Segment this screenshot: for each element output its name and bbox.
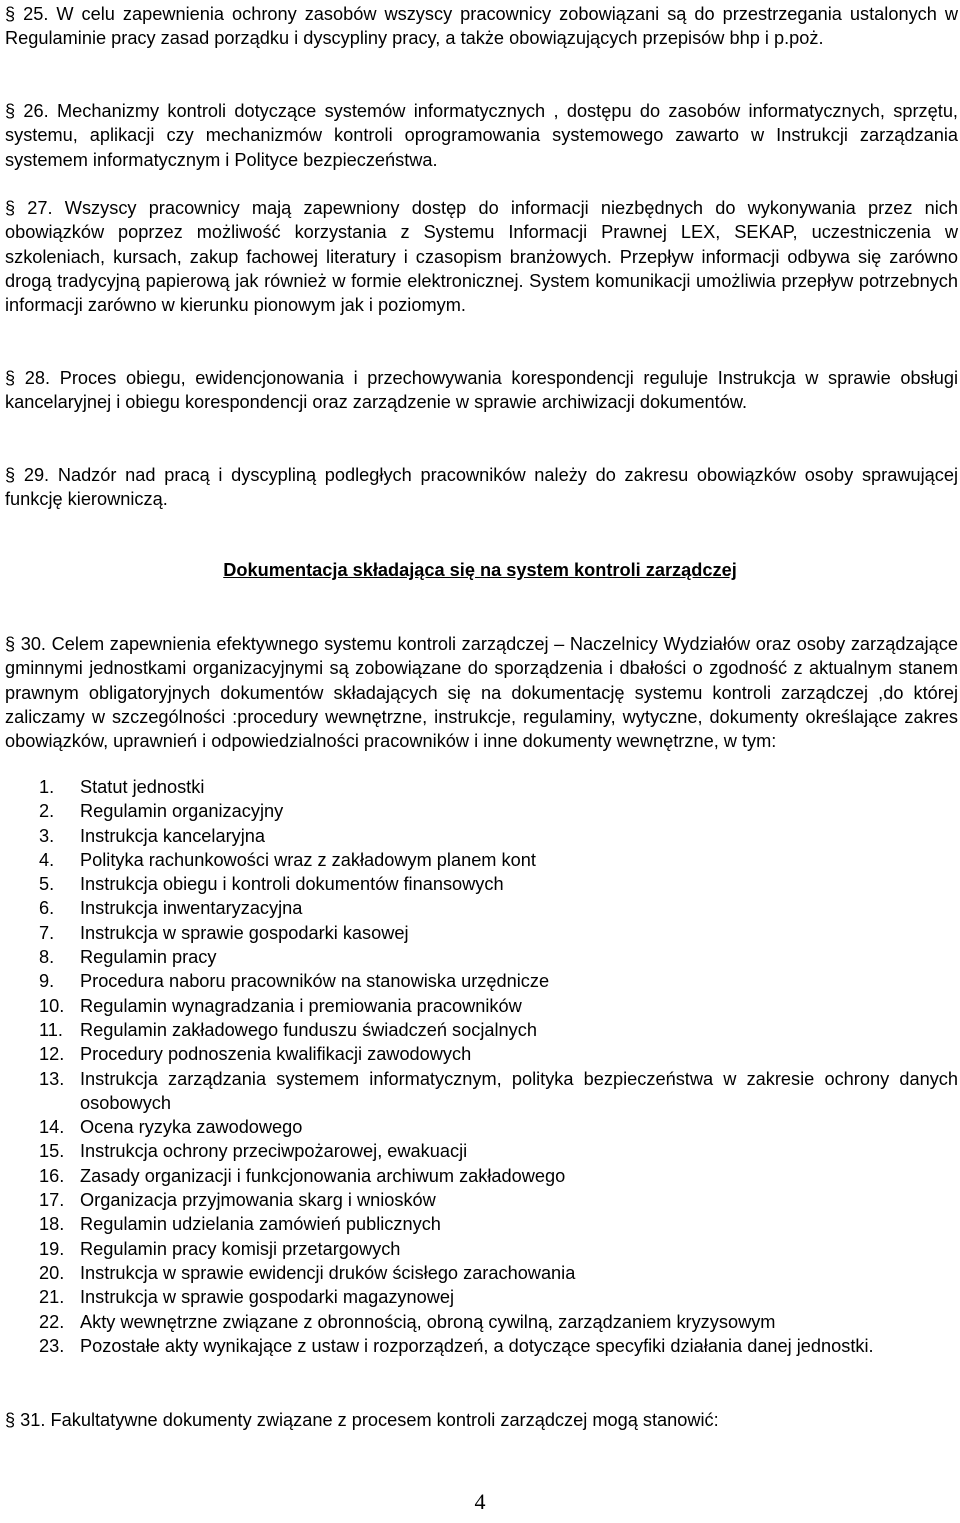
paragraph-30 <box>5 632 958 753</box>
paragraph-27 <box>5 196 958 317</box>
section-sign-30: § 30. <box>5 634 46 654</box>
list-item <box>0 848 960 872</box>
list-item-number: 15. <box>39 1141 65 1162</box>
list-item-number: 13. <box>39 1068 65 1089</box>
list-item-text: Instrukcja zarządzania systemem informatycznym, polityka bezpieczeństwa w zakresie ochrony danych osobowych <box>80 1068 958 1113</box>
list-item-text: Instrukcja kancelaryjna <box>80 825 265 846</box>
paragraph-30-text: Celem zapewnienia efektywnego systemu kontroli zarządczej – Naczelnicy Wydziałów oraz osoby zarządzające gminnymi jednostkami organizacyjnymi są zobowiązane do sporządzenia i dbałości o zgodność z aktualnym stanem prawnym obligatoryjnych dokumentów składających się na dokumentację systemu kontroli zarządczej ,do której zaliczamy w szczególności :procedury wewnętrzne, instrukcje, regulaminy, wytyczne, dokumenty określające zakres obowiązków, uprawnień i odpowiedzialności pracowników i inne dokumenty wewnętrzne, w tym: <box>5 634 959 752</box>
list-item <box>0 1261 960 1285</box>
list-item <box>0 1237 960 1261</box>
section-sign-28: § 28. <box>5 368 51 388</box>
list-item-number: 16. <box>39 1165 65 1186</box>
list-item <box>0 872 960 896</box>
section-heading: Dokumentacja składająca się na system kontroli zarządczej <box>223 560 737 580</box>
list-item <box>0 1115 960 1139</box>
list-item <box>0 1188 960 1212</box>
paragraph-26 <box>5 99 958 172</box>
list-item-text: Procedury podnoszenia kwalifikacji zawodowych <box>80 1044 472 1065</box>
list-item <box>0 969 960 993</box>
list-item-number: 11. <box>39 1019 63 1040</box>
list-item-text: Regulamin wynagradzania i premiowania pracowników <box>80 995 522 1016</box>
list-item-number: 18. <box>39 1214 65 1235</box>
list-item-number: 7. <box>39 922 55 943</box>
documents-list <box>0 775 960 1358</box>
paragraph-29 <box>5 463 958 512</box>
list-item <box>0 1285 960 1309</box>
list-item-text: Instrukcja w sprawie gospodarki magazynowej <box>80 1287 455 1308</box>
list-item <box>0 945 960 969</box>
paragraph-25 <box>5 2 958 51</box>
paragraph-31 <box>5 1408 958 1432</box>
list-item-text: Instrukcja inwentaryzacyjna <box>80 898 303 919</box>
list-item-number: 8. <box>39 947 55 968</box>
list-item-number: 10. <box>39 995 65 1016</box>
list-item-text: Instrukcja w sprawie ewidencji druków ścisłego zarachowania <box>80 1262 576 1283</box>
list-item-text: Regulamin zakładowego funduszu świadczeń socjalnych <box>80 1019 537 1040</box>
list-item-text: Pozostałe akty wynikające z ustaw i rozporządzeń, a dotyczące specyfiki działania danej jednostki. <box>80 1335 874 1356</box>
list-item-number: 17. <box>39 1190 65 1211</box>
list-item-text: Polityka rachunkowości wraz z zakładowym planem kont <box>80 849 536 870</box>
list-item <box>0 1310 960 1334</box>
list-item-number: 1. <box>39 777 55 797</box>
paragraph-27-text: Wszyscy pracownicy mają zapewniony dostęp do informacji niezbędnych do wykonywania przez nich obowiązków poprzez możliwość korzystania z Systemu Informacji Prawnej LEX, SEKAP, uczestniczenia w szkoleniach, kursach, zakup fachowej literatury i czasopism branżowych. Przepływ informacji odbywa się zarówno drogą tradycyjną papierową jak również w formie elektronicznej. System komunikacji umożliwia przepływ potrzebnych informacji zarówno w kierunku pionowym jak i poziomym. <box>5 198 958 316</box>
list-item-text: Regulamin pracy komisji przetargowych <box>80 1238 401 1259</box>
paragraph-25-text: W celu zapewnienia ochrony zasobów wszyscy pracownicy zobowiązani są do przestrzegania ustalonych w Regulaminie pracy zasad porządku i dyscypliny pracy, a także obowiązujących przepisów bhp i p.poż. <box>5 4 958 49</box>
list-item <box>0 1139 960 1163</box>
list-item-number: 23. <box>39 1335 65 1356</box>
paragraph-28-text: Proces obiegu, ewidencjonowania i przechowywania korespondencji reguluje Instrukcja w sprawie obsługi kancelaryjnej i obiegu korespondencji oraz zarządzenie w sprawie archiwizacji dokumentów. <box>5 368 959 413</box>
paragraph-29-text: Nadzór nad pracą i dyscypliną podległych pracowników należy do zakresu obowiązków osoby sprawującej funkcję kierowniczą. <box>5 465 958 510</box>
list-item <box>0 994 960 1018</box>
list-item-text: Regulamin pracy <box>80 947 217 968</box>
list-item <box>0 921 960 945</box>
list-item-text: Akty wewnętrzne związane z obronnością, obroną cywilną, zarządzaniem kryzysowym <box>80 1311 776 1332</box>
list-item <box>0 1212 960 1236</box>
section-sign-25: § 25. <box>5 4 49 24</box>
list-item-number: 21. <box>39 1287 65 1308</box>
section-sign-31: § 31. <box>5 1410 46 1430</box>
list-item-text: Regulamin organizacyjny <box>80 801 284 822</box>
list-item-number: 20. <box>39 1262 65 1283</box>
list-item <box>0 1164 960 1188</box>
list-item-number: 14. <box>39 1117 65 1138</box>
list-item-text: Organizacja przyjmowania skarg i wniosków <box>80 1190 436 1211</box>
list-item-text: Ocena ryzyka zawodowego <box>80 1117 303 1138</box>
paragraph-31-text: Fakultatywne dokumenty związane z procesem kontroli zarządczej mogą stanowić: <box>45 1410 719 1430</box>
list-item <box>0 896 960 920</box>
list-item-number: 5. <box>39 874 55 895</box>
paragraph-28 <box>5 366 958 415</box>
list-item-text: Statut jednostki <box>80 777 205 797</box>
list-item-number: 22. <box>39 1311 65 1332</box>
list-item-text: Instrukcja w sprawie gospodarki kasowej <box>80 922 409 943</box>
list-item <box>0 1018 960 1042</box>
list-item-number: 4. <box>39 849 55 870</box>
list-item-number: 6. <box>39 898 55 919</box>
list-item-number: 12. <box>39 1044 65 1065</box>
section-sign-26: § 26. <box>5 101 49 121</box>
list-item <box>0 799 960 823</box>
list-item-text: Regulamin udzielania zamówień publicznych <box>80 1214 441 1235</box>
list-item-number: 9. <box>39 971 55 992</box>
list-item <box>0 1334 960 1358</box>
section-sign-29: § 29. <box>5 465 50 485</box>
page-number: 4 <box>474 1489 486 1514</box>
list-item <box>0 775 960 799</box>
list-item-text: Instrukcja ochrony przeciwpożarowej, ewakuacji <box>80 1141 468 1162</box>
list-item-text: Instrukcja obiegu i kontroli dokumentów finansowych <box>80 874 504 895</box>
list-item-text: Zasady organizacji i funkcjonowania archiwum zakładowego <box>80 1165 566 1186</box>
list-item <box>0 1042 960 1066</box>
list-item-number: 2. <box>39 801 55 822</box>
paragraph-26-text: Mechanizmy kontroli dotyczące systemów informatycznych , dostępu do zasobów informatycznych, sprzętu, systemu, aplikacji czy mechanizmów kontroli oprogramowania systemowego zawarto w Instrukcji zarządzania systemem informatycznym i Polityce bezpieczeństwa. <box>5 101 958 170</box>
section-sign-27: § 27. <box>5 198 53 218</box>
list-item-number: 3. <box>39 825 55 846</box>
list-item <box>0 1067 960 1116</box>
list-item-number: 19. <box>39 1238 65 1259</box>
list-item <box>0 824 960 848</box>
list-item-text: Procedura naboru pracowników na stanowiska urzędnicze <box>80 971 550 992</box>
